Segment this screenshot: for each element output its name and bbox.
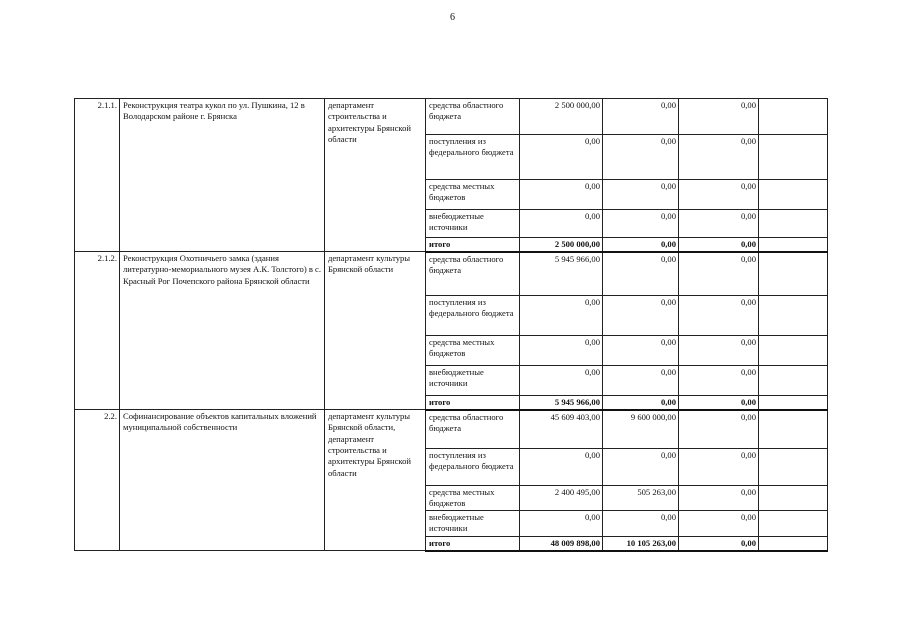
funding-source: поступления из федерального бюджета bbox=[426, 449, 520, 486]
table-body bbox=[75, 99, 828, 551]
table-row bbox=[75, 410, 828, 449]
budget-table bbox=[74, 98, 828, 552]
item-name: Реконструкция Охотничьего замка (здания литературно-мемориального музея А.К. Толстого) в с. Красный Рог Почепского района Брянской области bbox=[120, 252, 325, 410]
amount-year-3: 0,00 bbox=[679, 99, 759, 135]
amount-year-3: 0,00 bbox=[679, 238, 759, 252]
empty-cell bbox=[759, 449, 828, 486]
amount-year-3: 0,00 bbox=[679, 449, 759, 486]
amount-year-3: 0,00 bbox=[679, 180, 759, 210]
empty-cell bbox=[759, 99, 828, 135]
amount-year-1: 2 500 000,00 bbox=[520, 99, 603, 135]
amount-year-1: 5 945 966,00 bbox=[520, 396, 603, 410]
amount-year-2: 0,00 bbox=[603, 449, 679, 486]
funding-source: внебюджетные источники bbox=[426, 366, 520, 396]
amount-year-1: 0,00 bbox=[520, 135, 603, 180]
amount-year-1: 0,00 bbox=[520, 180, 603, 210]
amount-year-1: 5 945 966,00 bbox=[520, 252, 603, 296]
amount-year-3: 0,00 bbox=[679, 336, 759, 366]
funding-source: внебюджетные источники bbox=[426, 210, 520, 238]
empty-cell bbox=[759, 296, 828, 336]
amount-year-2: 0,00 bbox=[603, 252, 679, 296]
empty-cell bbox=[759, 252, 828, 296]
funding-source: средства областного бюджета bbox=[426, 252, 520, 296]
funding-source: поступления из федерального бюджета bbox=[426, 296, 520, 336]
amount-year-3: 0,00 bbox=[679, 537, 759, 551]
amount-year-1: 0,00 bbox=[520, 336, 603, 366]
funding-source: поступления из федерального бюджета bbox=[426, 135, 520, 180]
amount-year-2: 0,00 bbox=[603, 336, 679, 366]
amount-year-3: 0,00 bbox=[679, 486, 759, 511]
empty-cell bbox=[759, 210, 828, 238]
table-row bbox=[75, 99, 828, 135]
empty-cell bbox=[759, 511, 828, 537]
empty-cell bbox=[759, 366, 828, 396]
funding-source: средства областного бюджета bbox=[426, 99, 520, 135]
empty-cell bbox=[759, 238, 828, 252]
amount-year-2: 0,00 bbox=[603, 210, 679, 238]
empty-cell bbox=[759, 180, 828, 210]
responsible-department: департамент культуры Брянской области bbox=[325, 252, 426, 410]
empty-cell bbox=[759, 336, 828, 366]
funding-source: средства местных бюджетов bbox=[426, 336, 520, 366]
funding-source: итого bbox=[426, 396, 520, 410]
funding-source: средства местных бюджетов bbox=[426, 486, 520, 511]
amount-year-1: 0,00 bbox=[520, 449, 603, 486]
amount-year-3: 0,00 bbox=[679, 296, 759, 336]
empty-cell bbox=[759, 410, 828, 449]
amount-year-3: 0,00 bbox=[679, 396, 759, 410]
amount-year-3: 0,00 bbox=[679, 210, 759, 238]
amount-year-2: 10 105 263,00 bbox=[603, 537, 679, 551]
item-name: Реконструкция театра кукол по ул. Пушкина, 12 в Володарском районе г. Брянска bbox=[120, 99, 325, 252]
empty-cell bbox=[759, 396, 828, 410]
funding-source: средства местных бюджетов bbox=[426, 180, 520, 210]
funding-source: внебюджетные источники bbox=[426, 511, 520, 537]
amount-year-2: 0,00 bbox=[603, 238, 679, 252]
amount-year-2: 0,00 bbox=[603, 396, 679, 410]
empty-cell bbox=[759, 486, 828, 511]
amount-year-2: 0,00 bbox=[603, 99, 679, 135]
empty-cell bbox=[759, 135, 828, 180]
amount-year-1: 48 009 898,00 bbox=[520, 537, 603, 551]
amount-year-2: 9 600 000,00 bbox=[603, 410, 679, 449]
amount-year-3: 0,00 bbox=[679, 511, 759, 537]
amount-year-3: 0,00 bbox=[679, 366, 759, 396]
amount-year-3: 0,00 bbox=[679, 410, 759, 449]
amount-year-2: 0,00 bbox=[603, 511, 679, 537]
item-number: 2.1.1. bbox=[75, 99, 120, 252]
amount-year-1: 0,00 bbox=[520, 511, 603, 537]
amount-year-1: 2 500 000,00 bbox=[520, 238, 603, 252]
amount-year-2: 0,00 bbox=[603, 296, 679, 336]
amount-year-3: 0,00 bbox=[679, 252, 759, 296]
table-row bbox=[75, 252, 828, 296]
funding-source: средства областного бюджета bbox=[426, 410, 520, 449]
amount-year-2: 505 263,00 bbox=[603, 486, 679, 511]
item-number: 2.2. bbox=[75, 410, 120, 551]
funding-source: итого bbox=[426, 537, 520, 551]
amount-year-2: 0,00 bbox=[603, 180, 679, 210]
amount-year-3: 0,00 bbox=[679, 135, 759, 180]
item-number: 2.1.2. bbox=[75, 252, 120, 410]
amount-year-2: 0,00 bbox=[603, 366, 679, 396]
amount-year-1: 0,00 bbox=[520, 296, 603, 336]
item-name: Софинансирование объектов капитальных вложений муниципальной собственности bbox=[120, 410, 325, 551]
amount-year-1: 0,00 bbox=[520, 210, 603, 238]
amount-year-2: 0,00 bbox=[603, 135, 679, 180]
amount-year-1: 2 400 495,00 bbox=[520, 486, 603, 511]
responsible-department: департамент строительства и архитектуры Брянской области bbox=[325, 99, 426, 252]
responsible-department: департамент культуры Брянской области, департамент строительства и архитектуры Брянской области bbox=[325, 410, 426, 551]
amount-year-1: 0,00 bbox=[520, 366, 603, 396]
amount-year-1: 45 609 403,00 bbox=[520, 410, 603, 449]
page-number: 6 bbox=[450, 12, 455, 23]
funding-source: итого bbox=[426, 238, 520, 252]
empty-cell bbox=[759, 537, 828, 551]
